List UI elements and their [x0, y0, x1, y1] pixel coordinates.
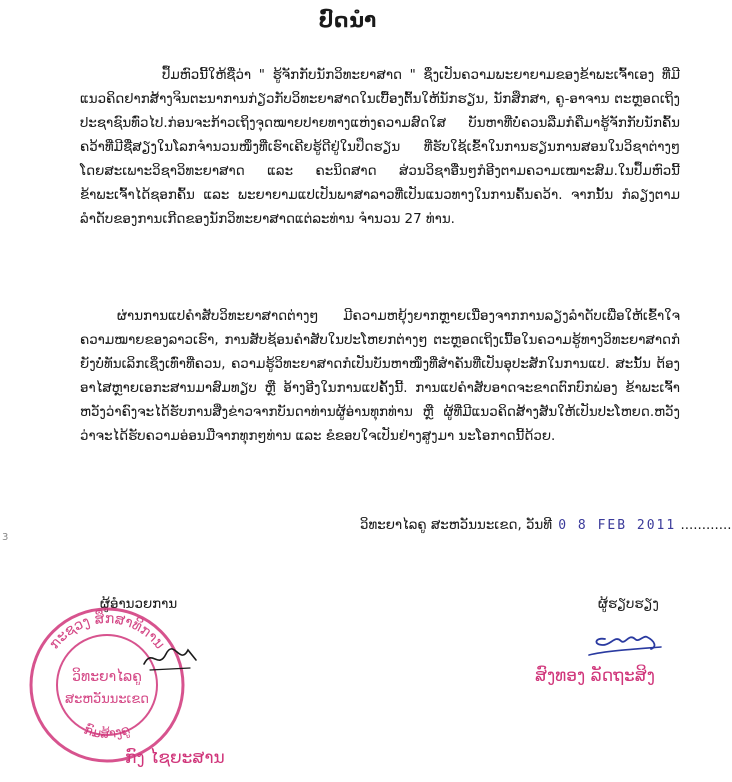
date-suffix: ............ — [680, 518, 732, 533]
svg-text:ກົມສ້າງຄູ: ກົມສ້າງຄູ — [81, 722, 133, 742]
svg-text:ວິທະຍາໄລຄູ: ວິທະຍາໄລຄູ — [72, 669, 142, 685]
date-stamp: 0 8 FEB 2011 — [558, 518, 677, 533]
svg-text:ສະຫວັນນະເຂດ: ສະຫວັນນະເຂດ — [64, 692, 150, 707]
page-title: ປົດນຳ — [318, 8, 378, 32]
svg-text:ກະຊວງ ສຶກສາທິການ: ກະຊວງ ສຶກສາທິການ — [46, 610, 168, 653]
director-label: ຜູ້ອຳນວຍການ — [100, 597, 178, 612]
foreword-paragraph-2: ຜ່ານການແປຄຳສັບວິທະຍາສາດຕ່າງໆ ມີຄວາມຫຍຸ້ງຍາກຫຼາຍເນື່ອງຈາກການລຽງລຳດັບເພື່ອໃຫ້ເຂົ້າໃຈຄວາມໝາຍຂອງລາວເຮົາ, ການສັບຊ້ອນຄຳສັບໃນປະໂຫຍກຕ່າງໆ ຕະຫຼອດເຖິງເນື້ອໃນຄວາມຮູ້ທາງວິທະຍາສາດກໍຍັງບໍ່ທັນເລິກເຊິ່ງເທົ່າທີ່ຄວນ, ຄວາມຮູ້ວິທະຍາສາດກໍເປັນບັນຫາໜຶ່ງທີ່ສຳຄັນທີ່ເປັນອຸປະສັກໃນການແປ. ສະນັ້ນ ຕ້ອງອາໄສຫຼາຍເອກະສານມາສົມທຽບ ຫຼື ອ້າງອີງໃນການແປຄັ້ງນີ້. ການແປຄຳສັບອາດຈະຂາດຕົກບົກພ່ອງ ຂ້າພະເຈົ້າຫວັງວ່າຄົງຈະໄດ້ຮັບການສີ່ງຂ່າວຈາກບັນດາທ່ານຜູ້ອ່ານທຸກທ່ານ ຫຼື ຜູ້ທີ່ມີແນວຄິດສ້າງສັນໃຫ້ເປັນປະໂຫຍດ.ຫວັງວ່າຈະໄດ້ຮັບຄວາມອ່ອນມືຈາກທຸກໆທ່ານ ແລະ ຂໍຂອບໃຈເປັນຢ່າງສູງມາ ນະໂອກາດນີ້ດ້ວຍ. — [80, 309, 680, 444]
date-line — [360, 518, 732, 533]
date-prefix: ວິທະຍາໄລຄູ ສະຫວັນນະເຂດ, ວັນທີ — [360, 518, 553, 533]
director-name: ກົງ ໄຊຍະສານ — [125, 748, 225, 768]
author-signature — [585, 625, 665, 665]
foreword-paragraph-1: ປຶ້ມຫົວນີ້ໃຫ້ຊື່ວ່າ " ຮູ້ຈັກກັບນັກວິທະຍາສາດ " ຊຶ່ງເປັນຄວາມພະຍາຍາມຂອງຂ້າພະເຈົ້າເອງ ທີ່ມີແນວຄິດຢາກສ້າງຈິນຕະນາການກ່ຽວກັບວິທະຍາສາດໃນເບື້ອງຕົ້ນໃຫ້ນັກຮຽນ, ນັກສຶກສາ, ຄູ-ອາຈານ ຕະຫຼອດເຖິງປະຊາຊົນທົ່ວໄປ.ກ່ອນຈະກ້າວເຖິງຈຸດໝາຍປາຍທາງແຫ່ງຄວາມສົດໃສ ບັນຫາທີ່ບໍ່ຄວນລືມກໍຄືມາຮູ້ຈັກກັບນັກຄົ້ນຄວ້າທີ່ມີຊື່ສຽງໃນໂລກຈຳນວນໜຶ່ງທີ່ເຮົາເຄີຍຮູ້ດີຢູ່ໃນປຶດຮຽນ ທີ່ຮັບໃຊ້ເຂົ້າໃນການຮຽນການສອນໃນວິຊາຕ່າງໆ ໂດຍສະເພາະວິຊາວິທະຍາສາດ ແລະ ຄະນິດສາດ ສ່ວນວິຊາອື່ນໆກໍອີງຕາມຄວາມເໝາະສົມ.ໃນປຶ້ມຫົວນີ້ຂ້າພະເຈົ້າໄດ້ຊອກຄົ້ນ ແລະ ພະຍາຍາມແປເປັນພາສາລາວທີ່ເປັນແນວທາງໃນການຄົ້ນຄວ້າ. ຈາກນັ້ນ ກໍລຽງຕາມລຳດັບຂອງການເກີດຂອງນັກວິທະຍາສາດແຕ່ລະທ່ານ ຈຳນວນ 27 ທ່ານ. — [80, 68, 680, 227]
official-seal — [27, 605, 187, 765]
director-signature — [140, 640, 200, 680]
author-label: ຜູ້ຮຽບຮຽງ — [598, 597, 659, 612]
margin-mark: 3 — [2, 532, 9, 543]
author-name: ສົງທອງ ລັດຖະສິງ — [535, 666, 655, 686]
